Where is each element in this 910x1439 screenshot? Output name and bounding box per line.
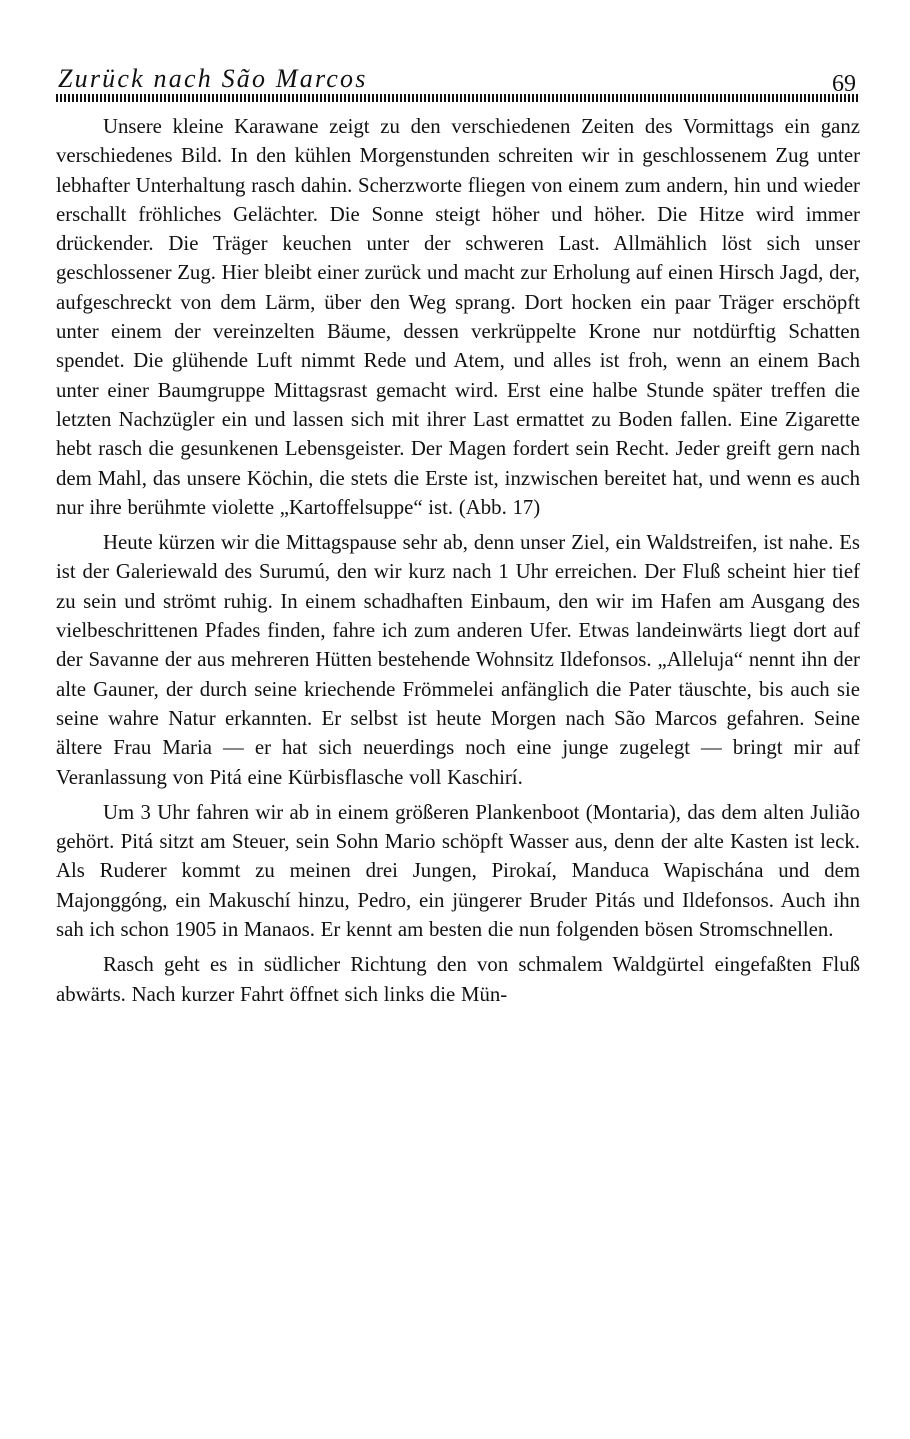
- book-page: [56, 60, 860, 1015]
- paragraph: Um 3 Uhr fahren wir ab in einem größeren Plankenboot (Montaria), das dem alten Julião gehört. Pitá sitzt am Steuer, sein Sohn Mario schöpft Wasser aus, denn der alte Kasten ist leck. Als Ruderer kommt zu meinen drei Jungen, Pirokaí, Manduca Wapischána und dem Majonggóng, ein Makuschí hinzu, Pedro, ein jüngerer Bruder Pitás und Ildefonsos. Auch ihn sah ich schon 1905 in Manaos. Er kennt am besten die nun folgenden bösen Stromschnellen.: [56, 800, 860, 942]
- paragraph: Heute kürzen wir die Mittagspause sehr ab, denn unser Ziel, ein Waldstreifen, ist nahe. Es ist der Galeriewald des Surumú, den wir kurz nach 1 Uhr erreichen. Der Fluß scheint hier tief zu sein und strömt ruhig. In einem schadhaften Einbaum, den wir im Hafen am Ausgang des vielbeschrittenen Pfades finden, fahre ich zum anderen Ufer. Etwas landeinwärts liegt dort auf der Savanne der aus mehreren Hütten bestehende Wohnsitz Ildefonsos. „Alleluja“ nennt ihn der alte Gauner, der durch seine kriechende Frömmelei anfänglich die Pater täuschte, bis auch sie seine wahre Natur erkannten. Er selbst ist heute Morgen nach São Marcos gefahren. Seine ältere Frau Maria — er hat sich neuerdings noch eine junge zugelegt — bringt mir auf Veranlassung von Pitá eine Kürbisflasche voll Kaschirí.: [56, 531, 860, 789]
- running-head: [56, 60, 860, 97]
- body-text: [56, 112, 860, 1009]
- page-number: 69: [832, 71, 856, 97]
- paragraph: Rasch geht es in südlicher Richtung den von schmalem Waldgürtel eingefaßten Fluß abwärts. Nach kurzer Fahrt öffnet sich links die Mün-: [56, 953, 860, 1006]
- running-title: Zurück nach São Marcos: [58, 64, 368, 93]
- paragraph: Unsere kleine Karawane zeigt zu den verschiedenen Zeiten des Vormittags ein ganz verschiedenes Bild. In den kühlen Morgenstunden schreiten wir in geschlossenem Zug unter lebhafter Unterhaltung rasch dahin. Scherzworte fliegen von einem zum andern, hin und wieder erschallt fröhliches Gelächter. Die Sonne steigt höher und höher. Die Hitze wird immer drückender. Die Träger keuchen unter der schweren Last. Allmählich löst sich unser geschlossener Zug. Hier bleibt einer zurück und macht zur Erholung auf einen Hirsch Jagd, der, aufgeschreckt von dem Lärm, über den Weg sprang. Dort hocken ein paar Träger erschöpft unter einem der vereinzelten Bäume, dessen verkrüppelte Krone nur notdürftig Schatten spendet. Die glühende Luft nimmt Rede und Atem, und alles ist froh, wenn an einem Bach unter einer Baumgruppe Mittagsrast gemacht wird. Erst eine halbe Stunde später treffen die letzten Nachzügler ein und lassen sich mit ihrer Last ermattet zu Boden fallen. Eine Zigarette hebt rasch die gesunkenen Lebensgeister. Der Magen fordert sein Recht. Jeder greift gern nach dem Mahl, das unsere Köchin, die stets die Erste ist, inzwischen bereitet hat, und wenn es auch nur ihre berühmte violette „Kartoffelsuppe“ ist. (Abb. 17): [56, 115, 860, 519]
- header-rule: [56, 94, 860, 102]
